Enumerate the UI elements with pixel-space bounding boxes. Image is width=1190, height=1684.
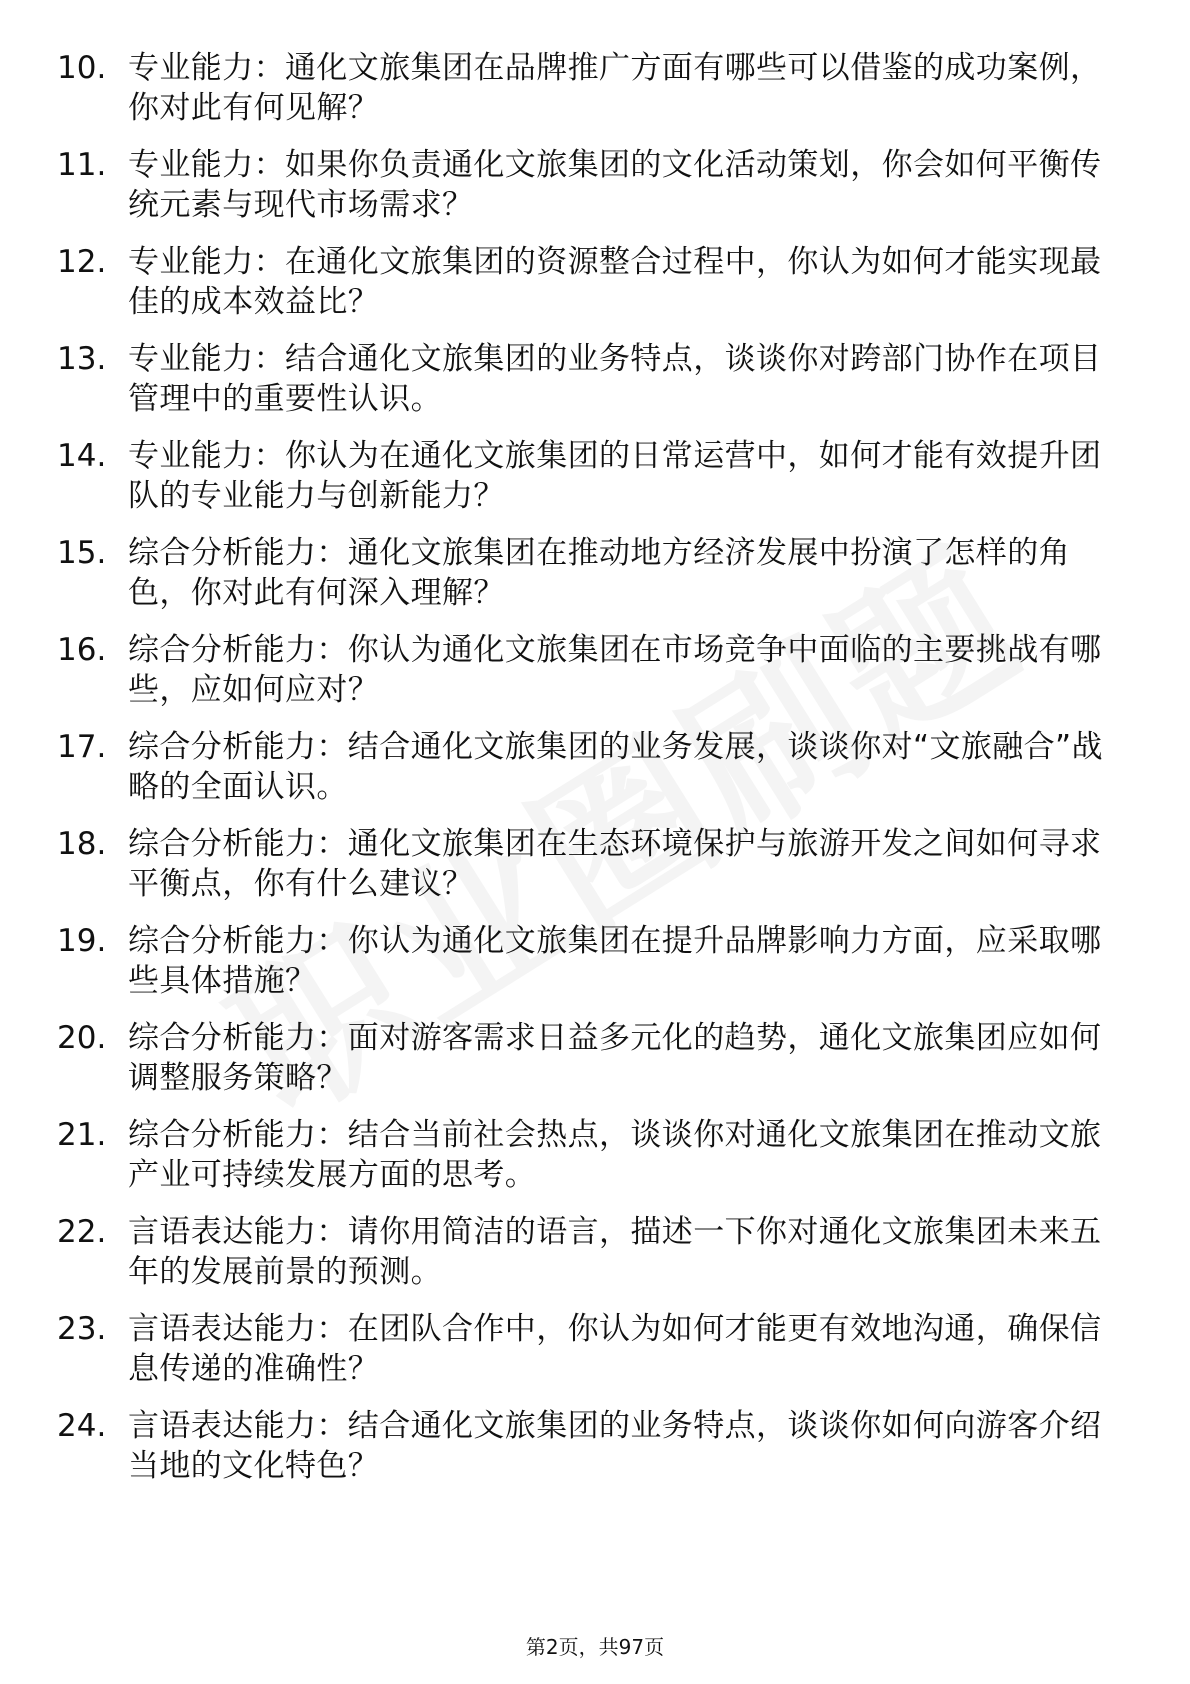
question-text: 综合分析能力：你认为通化文旅集团在提升品牌影响力方面，应采取哪些具体措施？ [128,923,1102,999]
question-number: 11. [57,147,107,183]
page-footer: 第2页，共97页 [525,1635,665,1659]
question-number: 21. [57,1117,107,1153]
question-text: 言语表达能力：在团队合作中，你认为如何才能更有效地沟通，确保信息传递的准确性？ [128,1311,1102,1387]
question-text: 专业能力：如果你负责通化文旅集团的文化活动策划，你会如何平衡传统元素与现代市场需求？ [128,147,1102,223]
question-text: 言语表达能力：请你用简洁的语言，描述一下你对通化文旅集团未来五年的发展前景的预测。 [128,1214,1102,1290]
question-item [0,921,1190,1018]
question-number: 12. [57,244,107,280]
question-item [0,727,1190,824]
question-item [0,145,1190,242]
question-item [0,1115,1190,1212]
question-text: 专业能力：你认为在通化文旅集团的日常运营中，如何才能有效提升团队的专业能力与创新能力？ [128,438,1102,514]
question-number: 14. [57,438,107,474]
question-list [0,48,1190,1503]
question-item [0,1212,1190,1309]
question-number: 10. [57,50,107,86]
question-number: 24. [57,1408,107,1444]
question-number: 15. [57,535,107,571]
question-item [0,1406,1190,1503]
question-text: 综合分析能力：你认为通化文旅集团在市场竞争中面临的主要挑战有哪些，应如何应对？ [128,632,1102,708]
question-text: 综合分析能力：通化文旅集团在生态环境保护与旅游开发之间如何寻求平衡点，你有什么建议？ [128,826,1102,902]
question-number: 18. [57,826,107,862]
question-item [0,1309,1190,1406]
question-text: 综合分析能力：通化文旅集团在推动地方经济发展中扮演了怎样的角色，你对此有何深入理解？ [128,535,1070,611]
question-item [0,242,1190,339]
question-text: 专业能力：通化文旅集团在品牌推广方面有哪些可以借鉴的成功案例，你对此有何见解？ [128,50,1102,126]
question-number: 16. [57,632,107,668]
question-text: 综合分析能力：结合通化文旅集团的业务发展，谈谈你对“文旅融合”战略的全面认识。 [128,729,1103,805]
question-number: 20. [57,1020,107,1056]
question-number: 19. [57,923,107,959]
question-number: 23. [57,1311,107,1347]
question-item [0,1018,1190,1115]
question-item [0,630,1190,727]
question-number: 13. [57,341,107,377]
question-number: 17. [57,729,107,765]
question-item [0,436,1190,533]
question-item [0,48,1190,145]
question-item [0,824,1190,921]
question-text: 专业能力：在通化文旅集团的资源整合过程中，你认为如何才能实现最佳的成本效益比？ [128,244,1102,320]
question-text: 专业能力：结合通化文旅集团的业务特点，谈谈你对跨部门协作在项目管理中的重要性认识。 [128,341,1102,417]
question-item [0,339,1190,436]
question-text: 综合分析能力：结合当前社会热点，谈谈你对通化文旅集团在推动文旅产业可持续发展方面的思考。 [128,1117,1102,1193]
question-text: 综合分析能力：面对游客需求日益多元化的趋势，通化文旅集团应如何调整服务策略？ [128,1020,1102,1096]
question-text: 言语表达能力：结合通化文旅集团的业务特点，谈谈你如何向游客介绍当地的文化特色？ [128,1408,1102,1484]
question-number: 22. [57,1214,107,1250]
question-item [0,533,1190,630]
